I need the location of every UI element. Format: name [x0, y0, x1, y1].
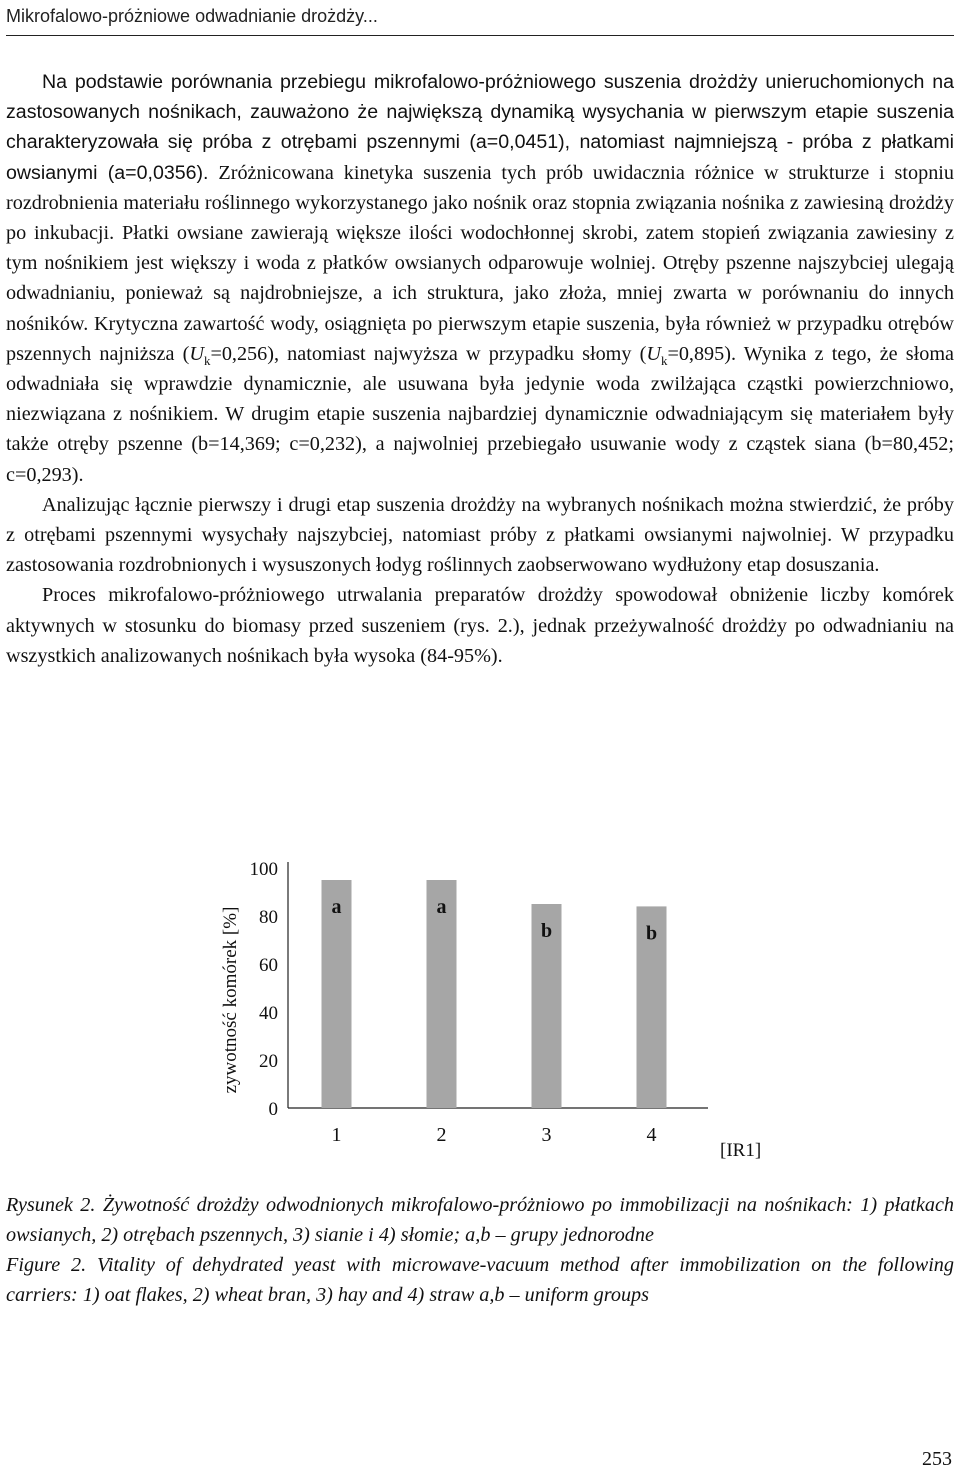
header-rule [6, 35, 954, 36]
paragraph-2: Analizując łącznie pierwszy i drugi etap suszenia drożdży na wybranych nośnikach można stwierdzić, że próby z otrębami pszennymi wysychały najszybciej, natomiast próby z płatkami owsianymi najwolniej. W przypadku zastosowania rozdrobnionych i wysuszonych łodyg roślinnych zaobserwowano wydłużony etap dosuszania. [6, 493, 954, 577]
figure-caption [6, 1190, 954, 1310]
survival-bar-chart [200, 850, 780, 1170]
bar-group-label-1: a [331, 896, 342, 918]
y-tick-label-3: 60 [259, 955, 278, 976]
caption-polish: Rysunek 2. Żywotność drożdży odwodnionych mikrofalowo-próżniowo po immobilizacji na nośnikach: 1) płatkach owsianych, 2) otrębach pszennych, 3) sianie i 4) słomie; a,b – grupy jednorodne [6, 1194, 954, 1246]
y-axis-title: zywotność komórek [%] [220, 906, 241, 1094]
y-tick-label-5: 100 [249, 859, 278, 880]
body-text [6, 67, 954, 671]
y-tick-label-4: 80 [259, 907, 278, 928]
page-number: 253 [922, 1448, 952, 1470]
bar-group-label-3: b [540, 920, 553, 942]
y-tick-label-0: 0 [268, 1099, 278, 1120]
bar-group-label-4: b [645, 922, 658, 945]
x-tick-label-4: 4 [646, 1124, 657, 1146]
paragraph-1-part-1: Zróżnicowana kinetyka suszenia tych prób uwidacznia różnice w strukturze i stopniu rozdrobnienia materiału roślinnego wykorzystanego jako nośnik oraz stopnia związania nośnika z zawiesiną drożdży po inkubacji. Płatki owsiane zawierają większe ilości wodochłonnej skrobi, zatem stopień związania zawiesiny z tym nośnikiem jest większy i woda z płatków owsianych odparowuje wolniej. Otręby pszenne najszybciej ulegają odwadnianiu, ponieważ są najdrobniejsze, a ich struktura, jako złoża, mniej zwarta w porównaniu do innych nośników. Krytyczna zawartość wody, osiągnięta po pierwszym etapie suszenia, była również w przypadku otrębów pszennych najniższa ( [6, 161, 955, 365]
paragraph-3: Proces mikrofalowo-próżniowego utrwalania preparatów drożdży spowodował obniżenie liczby komórek aktywnych w stosunku do biomasy przed suszeniem (rys. 2.), jednak przeżywalność drożdży po odwadnianiu na wszystkich analizowanych nośnikach była wysoka (84-95%). [6, 584, 954, 667]
paragraph-1-part-3: =0,895). Wynika z tego, że słoma odwadniała się wprawdzie dynamicznie, ale usuwana była jedynie woda zwilżająca cząstki powierzchniowo, niezwiązana z nośnikiem. W drugim etapie suszenia najbardziej dynamicznie odwadniającym się materiałem były także otręby pszenne (b=14,369; c=0,232), a najwolniej przebiegało usuwanie wody z cząstek siana (b=80,452; c=0,293). [6, 342, 954, 486]
x-tick-label-1: 1 [331, 1124, 342, 1146]
x-tick-label-2: 2 [436, 1124, 447, 1146]
x-tick-label-3: 3 [541, 1124, 552, 1146]
symbol-u-sub-2: k [660, 352, 668, 368]
paragraph-1-sans-part: Na podstawie porównania przebiegu mikrofalowo-próżniowego suszenia drożdży unieruchomionych na zastosowanych nośnikach, zauważono że największą dynamiką wysychania w pierwszym etapie suszenia charakteryzowała się próba z otrębami pszennymi (a=0,0451), natomiast najmniejszą - próba z płatkami owsianymi (a=0,0356). [6, 71, 954, 184]
y-tick-label-1: 20 [259, 1051, 278, 1072]
running-head: Mikrofalowo-próżniowe odwadnianie drożdży... [6, 6, 378, 26]
figure-source-tag: [IR1] [720, 1140, 762, 1161]
bar-group-label-2: a [436, 896, 447, 918]
caption-english: Figure 2. Vitality of dehydrated yeast with microwave-vacuum method after immobilization on the following carriers: 1) oat flakes, 2) wheat bran, 3) hay and 4) straw a,b – uniform groups [6, 1254, 954, 1306]
paragraph-1-part-2: =0,256), natomiast najwyższa w przypadku słomy ( [210, 342, 647, 365]
y-tick-label-2: 40 [259, 1003, 278, 1024]
symbol-u-1: U [189, 342, 204, 365]
symbol-u-sub-1: k [203, 352, 211, 368]
symbol-u-2: U [646, 342, 661, 365]
paragraph-1 [6, 67, 954, 490]
